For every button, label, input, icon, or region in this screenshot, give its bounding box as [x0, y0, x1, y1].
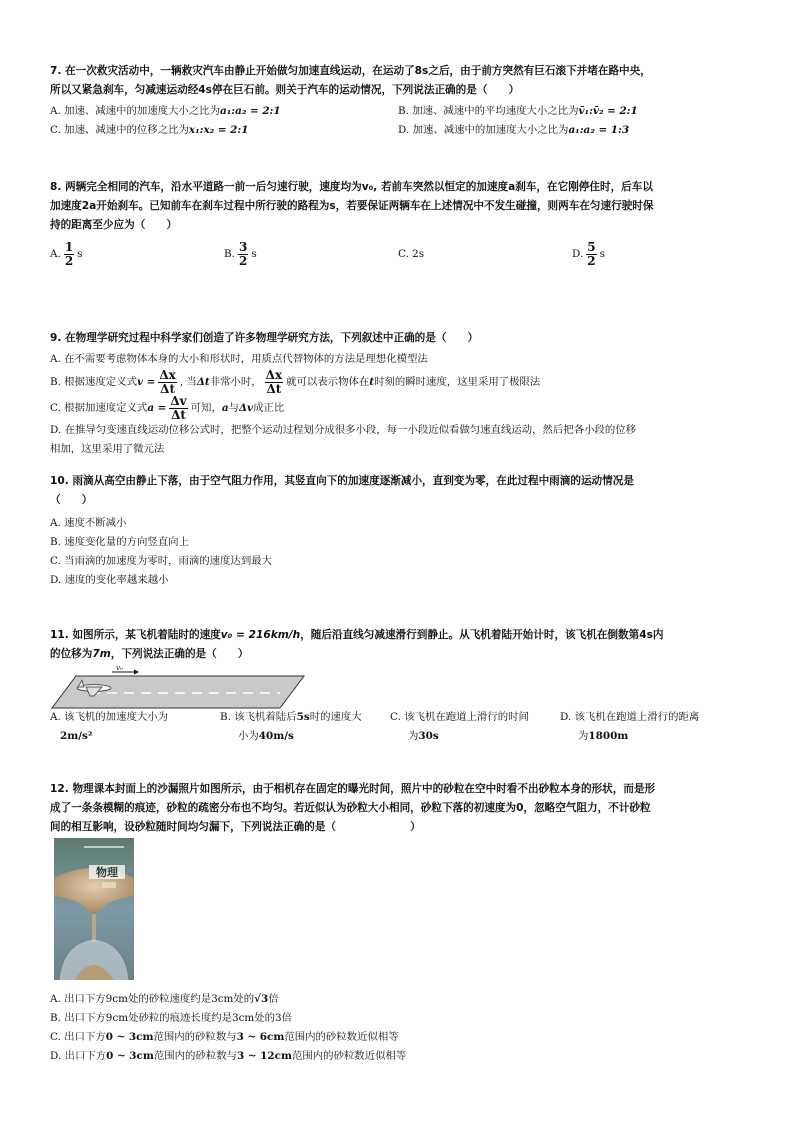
q9-b-fraction: $\frac{\Delta x}{\Delta t}$: [159, 367, 176, 396]
velocity-label: v₀: [116, 666, 123, 672]
q10-option-d: D. 速度的变化率越来越小: [50, 574, 169, 586]
q8-stem-line1: 8. 两辆完全相同的汽车，沿水平道路一前一后匀速行驶，速度均为v₀, 若前车突然以恒定的加速度a刹车，在它刚停住时，后车以: [50, 181, 653, 193]
q7-option-a: A. 加速、减速中的加速度大小之比为a₁:a₂ = 2:1: [50, 105, 281, 117]
q8-b-fraction: $\frac{3}{2}$: [238, 240, 248, 268]
q9-option-c: C. 根据加速度定义式 a = $\frac{\Delta v}{\Delta t}$ 可知， a 与 Δv 成正比: [50, 393, 285, 422]
q10-stem-line1: 10. 雨滴从高空由静止下落，由于空气阻力作用，其竖直向下的加速度逐渐减小，直到变为零，在此过程中雨滴的运动情况是: [50, 475, 634, 487]
q8-option-b: B. $\frac{3}{2}$ s: [224, 240, 257, 268]
cover-title: 物理: [96, 866, 118, 879]
q12-option-a: A. 出口下方9cm处的砂粒速度约是3cm处的√3倍: [50, 993, 279, 1005]
q7-c-formula: x₁:x₂ = 2:1: [188, 124, 249, 136]
q8-a-fraction: $\frac{1}{2}$: [64, 240, 74, 268]
q7-d-formula: a₁:a₂ = 1:3: [568, 124, 630, 136]
q9-option-a: A. 在不需要考虑物体本身的大小和形状时，用质点代替物体的方法是理想化模型法: [50, 353, 428, 365]
q12-option-b: B. 出口下方9cm处砂粒的痕迹长度约是3cm处的3倍: [50, 1012, 293, 1024]
falling-sand-stream: [92, 914, 96, 942]
q8-option-c: C. 2s: [398, 248, 425, 260]
q12-option-d: D. 出口下方0 ~ 3cm范围内的砂粒数与3 ~ 12cm范围内的砂粒数近似相等: [50, 1050, 407, 1062]
question-11: [50, 626, 746, 664]
question-9: [50, 329, 746, 459]
question-12: [50, 780, 746, 837]
q9-c-fraction: $\frac{\Delta v}{\Delta t}$: [170, 393, 187, 422]
q9-option-d-line2: 相加，这里采用了微元法: [50, 443, 165, 455]
q11-stem-line1: 11. 如图所示，某飞机着陆时的速度v₀ = 216km/h，随后沿直线匀减速滑行到静止。从飞机着陆开始计时，该飞机在倒数第4s内: [50, 629, 664, 641]
q7-option-c: C. 加速、减速中的位移之比为x₁:x₂ = 2:1: [50, 124, 249, 136]
q10-stem-line2: （ ）: [50, 494, 93, 506]
q11-options: [50, 708, 746, 746]
q12-stem-line2: 成了一条条模糊的痕迹，砂粒的疏密分布也不均匀。若近似认为砂粒大小相同，砂粒下落的初速度为0，忽略空气阻力，不计砂粒: [50, 802, 651, 814]
q10-option-a: A. 速度不断减小: [50, 517, 127, 529]
q8-stem-line2: 加速度2a开始刹车。已知前车在刹车过程中所行驶的路程为s，若要保证两辆车在上述情况中不发生碰撞，则两车在匀速行驶时保: [50, 200, 654, 212]
q11-option-a: A. 该飞机的加速度大小为 2m/s²: [50, 711, 169, 742]
q7-b-formula: v̄₁:v̄₂ = 2:1: [578, 105, 638, 117]
q7-stem-line2: 所以又紧急刹车，匀减速运动经4s停在巨石前。则关于汽车的运动情况，下列说法正确的是（ ）: [50, 84, 520, 96]
q12-options: [50, 990, 746, 1066]
textbook-cover-hourglass-image: [54, 838, 134, 980]
q7-stem-line1: 7. 在一次救灾活动中，一辆救灾汽车由静止开始做匀加速直线运动，在运动了8s之后，由于前方突然有巨石滚下并堵在路中央，: [50, 65, 651, 77]
q11-option-c: C. 该飞机在跑道上滑行的时间 为30s: [390, 711, 529, 742]
q12-stem-line1: 12. 物理课本封面上的沙漏照片如图所示，由于相机存在固定的曝光时间，照片中的砂粒在空中时看不出砂粒本身的形状，而是形: [50, 783, 656, 795]
q7-a-formula: a₁:a₂ = 2:1: [219, 105, 281, 117]
q10-option-c: C. 当雨滴的加速度为零时，雨滴的速度达到最大: [50, 555, 272, 567]
q9-option-b: B. 根据速度定义式 v = $\frac{\Delta x}{\Delta t}$ , 当 Δt 非常小时， $\frac{\Delta x}{\Delta t}$ 就可以表示物体在 t 时刻的瞬时速度，这里采用了极限法: [50, 367, 541, 396]
q11-stem-line2: 的位移为7m，下列说法正确的是（ ）: [50, 648, 249, 660]
q10-option-b: B. 速度变化量的方向竖直向上: [50, 536, 189, 548]
question-7: [50, 62, 746, 140]
q7-option-b: B. 加速、减速中的平均速度大小之比为v̄₁:v̄₂ = 2:1: [398, 105, 638, 117]
q12-option-c: C. 出口下方0 ~ 3cm范围内的砂粒数与3 ~ 6cm范围内的砂粒数近似相等: [50, 1031, 399, 1043]
q11-option-d: D. 该飞机在跑道上滑行的距离 为1800m: [560, 711, 700, 742]
runway-airplane-figure: [50, 666, 306, 710]
q8-d-fraction: $\frac{5}{2}$: [587, 240, 596, 268]
q8-option-d: D. $\frac{5}{2}$ s: [572, 240, 605, 268]
question-10: [50, 472, 746, 590]
q9-stem: 9. 在物理学研究过程中科学家们创造了许多物理学研究方法，下列叙述中正确的是（ ）: [50, 332, 479, 344]
q12-stem-line3: 间的相互影响，设砂粒随时间均匀漏下，下列说法正确的是（ ）: [50, 821, 421, 833]
question-8: [50, 178, 746, 268]
q8-stem-line3: 持的距离至少应为（ ）: [50, 219, 178, 231]
q11-option-b: B. 该飞机着陆后5s时的速度大 小为40m/s: [220, 711, 362, 742]
q8-option-a: A. $\frac{1}{2}$ s: [50, 240, 83, 268]
q9-b-fraction-2: $\frac{\Delta x}{\Delta t}$: [265, 367, 283, 396]
q7-option-d: D. 加速、减速中的加速度大小之比为a₁:a₂ = 1:3: [398, 124, 630, 136]
q9-option-d-line1: D. 在推导匀变速直线运动位移公式时，把整个运动过程划分成很多小段，每一小段近似看做匀速直线运动，然后把各小段的位移: [50, 424, 637, 436]
